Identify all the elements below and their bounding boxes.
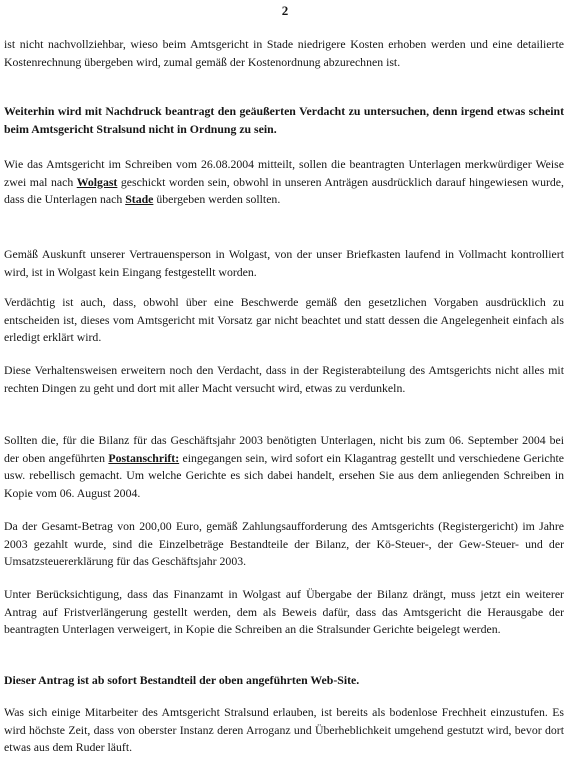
paragraph-2-bold: Weiterhin wird mit Nachdruck beantragt den geäußerten Verdacht zu untersuchen, denn irgend etwas scheint beim Amtsgericht Stralsund nicht in Ordnung zu sein. <box>4 104 564 136</box>
paragraph-5: Verdächtig ist auch, dass, obwohl über eine Beschwerde gemäß den gesetzlichen Vorgaben ausdrücklich zu entscheiden ist, dieses vom Amtsgericht mit Vorsatz gar nicht beachtet und statt dessen die Angelegenheit einfach als erledigt erklärt wird. <box>4 295 564 344</box>
paragraph-4: Gemäß Auskunft unserer Vertrauensperson in Wolgast, von der unser Briefkasten laufend in Vollmacht kontrolliert wird, ist in Wolgast kein Eingang festgestellt worden. <box>4 247 564 279</box>
underlined-stade: Stade <box>125 192 154 206</box>
p7-text-a: Sollten die, für die Bilanz für das Geschäftsjahr 2003 benötigten Unterlagen, nicht bis zum 06. September 2004 bei der oben angeführten <box>4 433 564 465</box>
paragraph-7 <box>4 432 564 502</box>
p3-text-b: geschickt worden sein, obwohl in unseren Anträgen ausdrücklich darauf hingewiesen wurde, dass die Unterlagen nach <box>4 174 564 206</box>
p7-text-b: eingegangen sein, wird sofort ein Klagantrag gestellt und verschiedene Gerichte usw. rebellisch gemacht. Um welche Gerichte es sich dabei handelt, ersehen Sie aus dem anliegenden Schreiben in Kopie vom 06. August 2004. <box>4 450 565 500</box>
underlined-postanschrift: Postanschrift: <box>108 450 180 465</box>
p3-text-c: übergeben werden sollten. <box>153 192 281 206</box>
page-number: 2 <box>281 3 289 18</box>
paragraph-11: Was sich einige Mitarbeiter des Amtsgericht Stralsund erlauben, ist bereits als bodenlose Frechheit einzustufen. Es wird höchste Zeit, dass von oberster Instanz deren Arroganz und Überheblichkeit umgehend gestutzt wird, bevor dort etwas aus dem Ruder läuft. <box>4 705 564 754</box>
paragraph-3 <box>4 156 564 209</box>
paragraph-1: ist nicht nachvollziehbar, wieso beim Amtsgericht in Stade niedrigere Kosten erhoben werden und eine detailierte Kostenrechnung übergeben wird, zumal gemäß der Kostenordnung abzurechnen ist. <box>4 37 564 69</box>
paragraph-8: Da der Gesamt-Betrag von 200,00 Euro, gemäß Zahlungsaufforderung des Amtsgerichts (Registergericht) im Jahre 2003 gezahlt wurde, sind die Einzelbeträge Bestandteile der Bilanz, der Kö-Steuer-, der Gew-Steuer- und der Umsatzsteuererklärung für das Geschäftsjahr 2003. <box>4 519 564 568</box>
paragraph-6: Diese Verhaltensweisen erweitern noch den Verdacht, dass in der Registerabteilung des Amtsgerichts nicht alles mit rechten Dingen zu geht und dort mit aller Macht versucht wird, etwas zu verdunkeln. <box>4 363 564 395</box>
paragraph-9: Unter Berücksichtigung, dass das Finanzamt in Wolgast auf Übergabe der Bilanz drängt, muss jetzt ein weiterer Antrag auf Fristverlängerung gestellt werden, dem als Beweis dafür, dass das Amtsgericht die Herausgabe der beantragten Unterlagen verweigert, in Kopie die Schreiben an die Stralsunder Gerichte beigelegt werden. <box>4 587 564 636</box>
paragraph-10-bold: Dieser Antrag ist ab sofort Bestandteil der oben angeführten Web-Site. <box>4 673 360 687</box>
p3-text-a: Wie das Amtsgericht im Schreiben vom 26.08.2004 mitteilt, sollen die beantragten Unterlagen merkwürdiger Weise zwei mal nach <box>4 157 564 189</box>
underlined-wolgast: Wolgast <box>76 174 118 189</box>
